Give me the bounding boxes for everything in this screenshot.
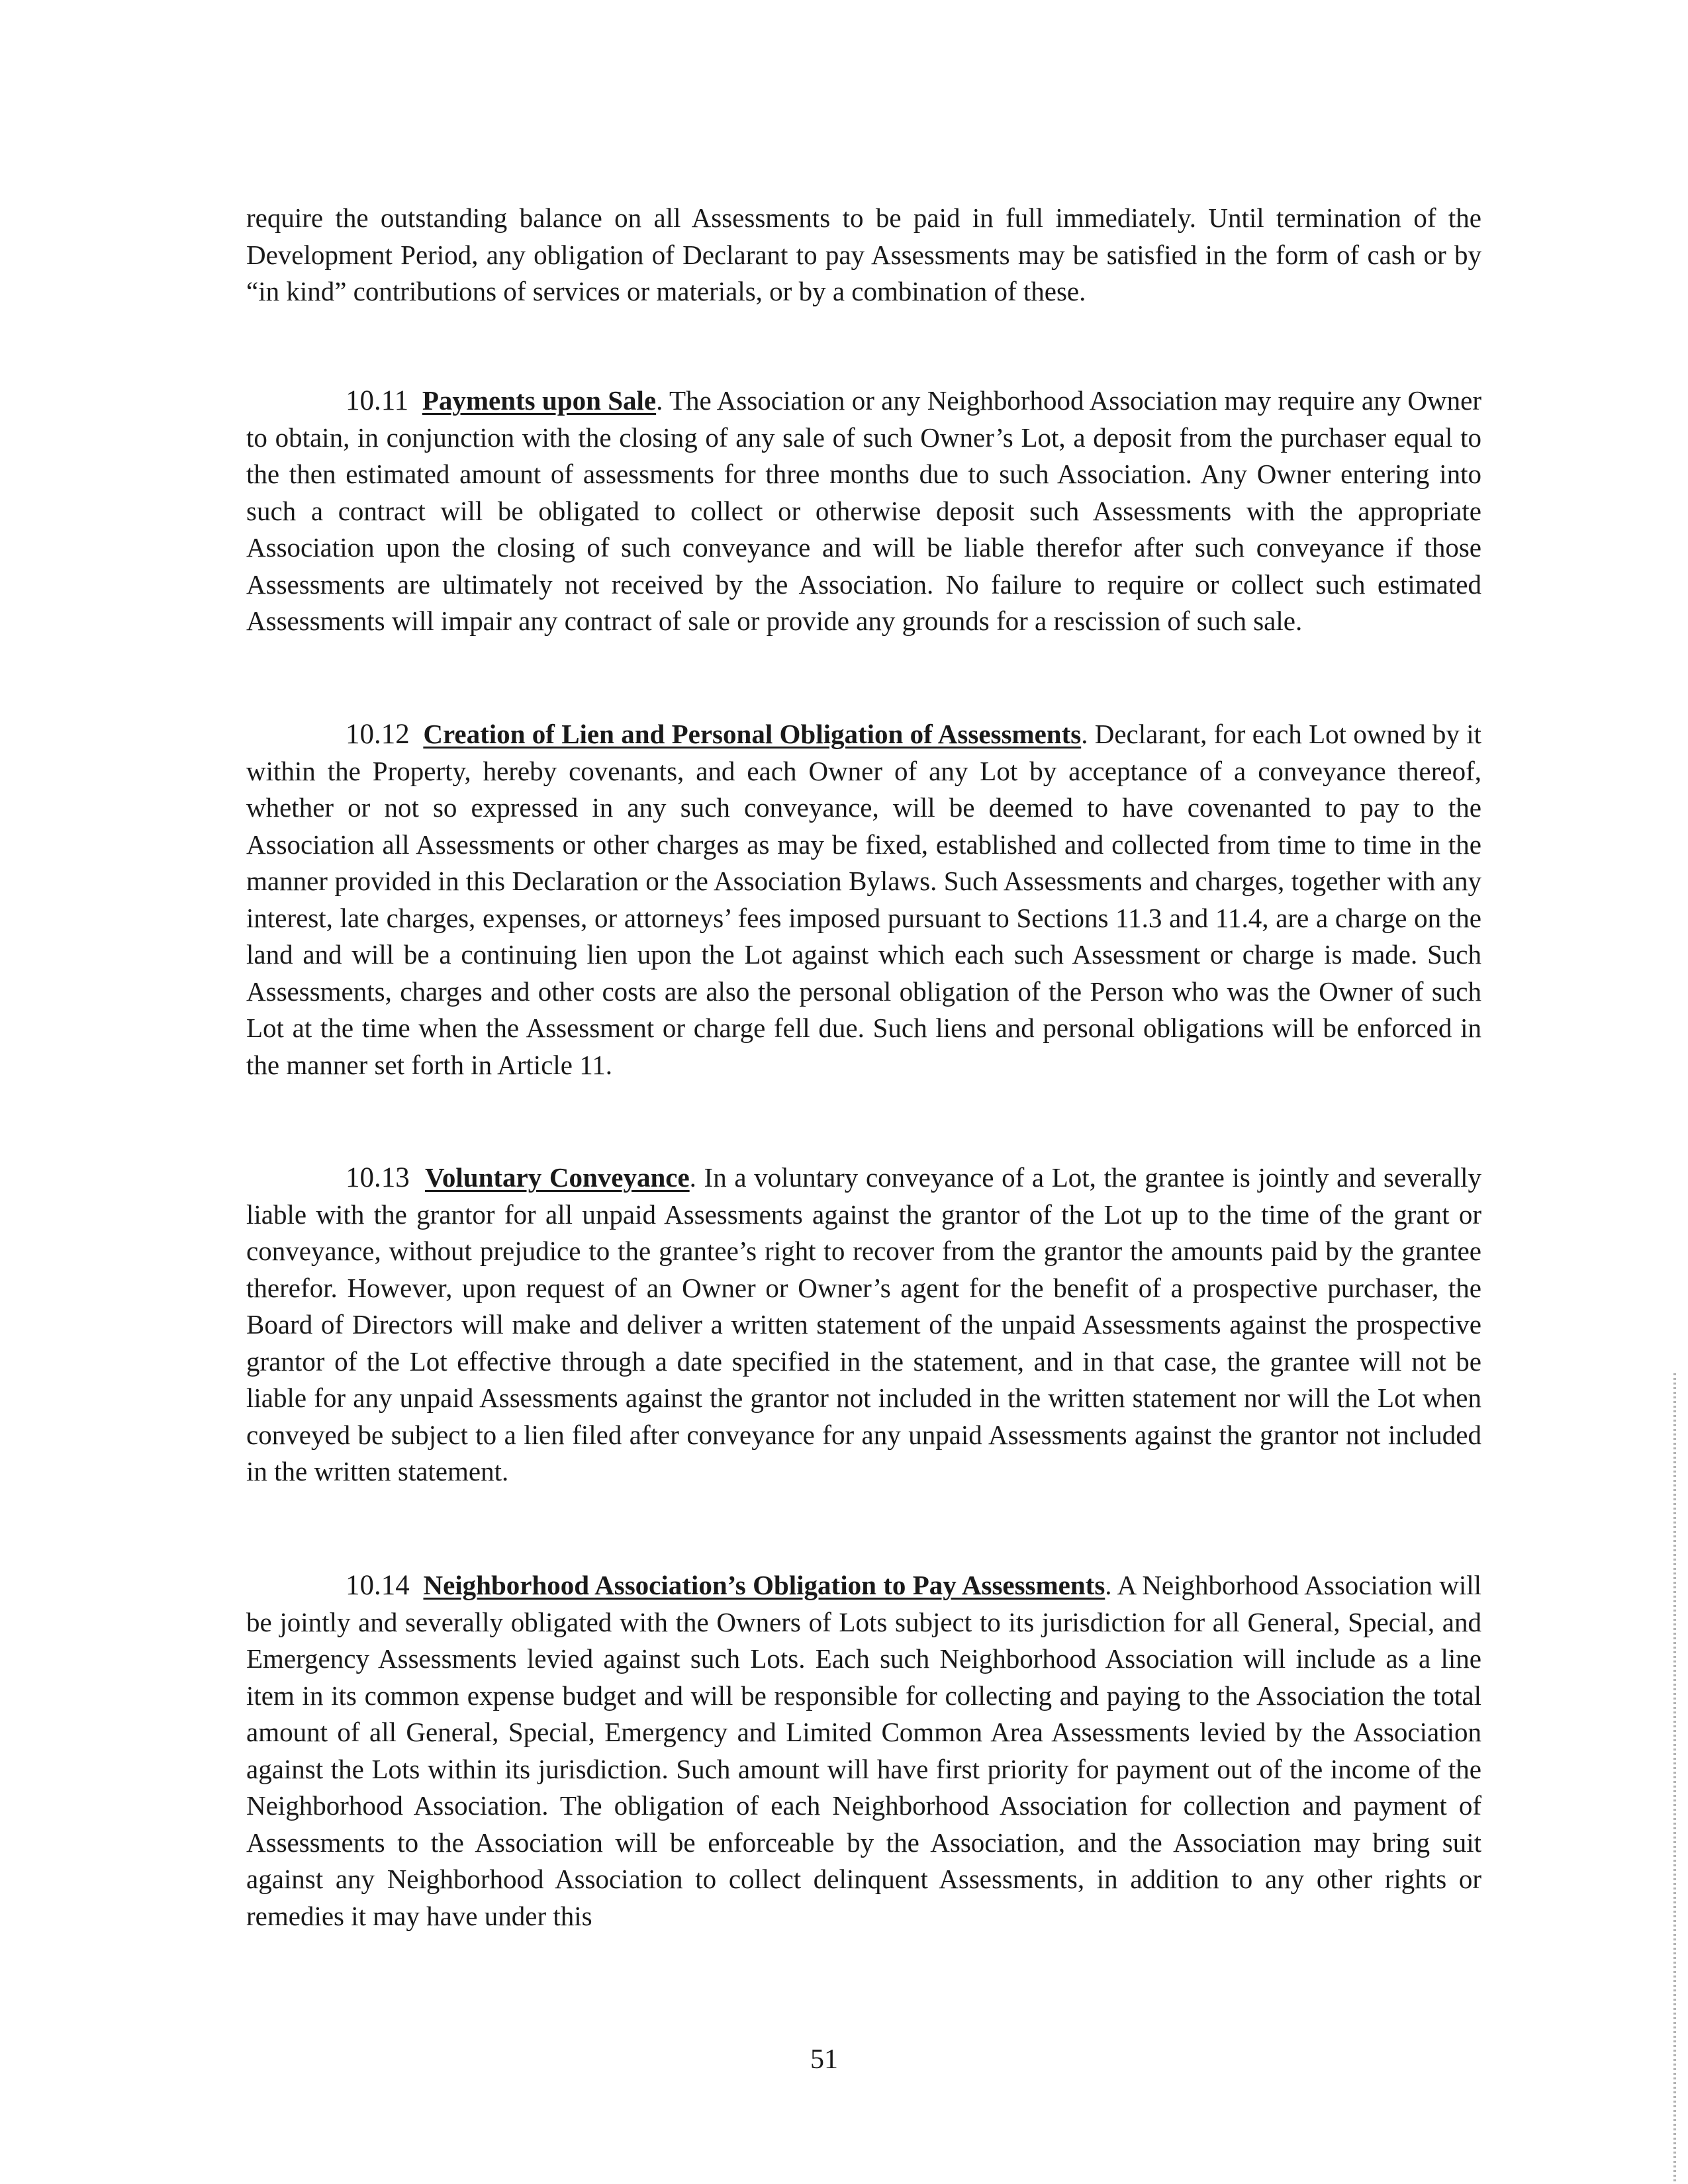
section-number: 10.14 (346, 1570, 410, 1601)
section-10-11-paragraph (246, 383, 1481, 640)
section-body: . The Association or any Neighborhood Association may require any Owner to obtain, in conjunction with the closing of any sale of such Owner’s Lot, a deposit from the purchaser equal to the then estimated amount of assessments for three months due to such Association. Any Owner entering into such a contract will be obligated to collect or otherwise deposit such Assessments with the appropriate Association upon the closing of such conveyance and will be liable therefor after such conveyance if those Assessments are ultimately not received by the Association. No failure to require or collect such estimated Assessments will impair any contract of sale or provide any grounds for a rescission of such sale. (246, 385, 1482, 636)
number-title-gap (410, 1162, 425, 1193)
section-10-12-paragraph (246, 716, 1481, 1083)
section-body: . In a voluntary conveyance of a Lot, the grantee is jointly and severally liable with the grantor for all unpaid Assessments against the grantor of the Lot up to the time of the grant or conveyance, without prejudice to the grantee’s right to recover from the grantor the amounts paid by the grantee therefor. However, upon request of an Owner or Owner’s agent for the benefit of a prospective purchaser, the Board of Directors will make and deliver a written statement of the unpaid Assessments against the prospective grantor of the Lot effective through a date specified in the statement, and in that case, the grantee will not be liable for any unpaid Assessments against the grantor not included in the written statement nor will the Lot when conveyed be subject to a lien filed after conveyance for any unpaid Assessments against the grantor not included in the written statement. (246, 1162, 1482, 1486)
section-title: Neighborhood Association’s Obligation to Pay Assessments (423, 1570, 1105, 1600)
section-body: . A Neighborhood Association will be jointly and severally obligated with the Owners of Lots subject to its jurisdiction for all General, Special, and Emergency Assessments levied against such Lots. Each such Neighborhood Association will include as a line item in its common expense budget and will be responsible for collecting and paying to the Association the total amount of all General, Special, Emergency and Limited Common Area Assessments levied by the Association against the Lots within its jurisdiction. Such amount will have first priority for payment out of the income of the Neighborhood Association. The obligation of each Neighborhood Association for collection and payment of Assessments to the Association will be enforceable by the Association, and the Association may bring suit against any Neighborhood Association to collect delinquent Assessments, in addition to any other rights or remedies it may have under this (246, 1570, 1481, 1931)
number-title-gap (408, 385, 422, 416)
section-title: Voluntary Conveyance (425, 1162, 690, 1193)
section-10-13-paragraph (246, 1160, 1481, 1490)
number-title-gap (410, 719, 424, 749)
section-title: Payments upon Sale (422, 385, 657, 416)
section-number: 10.12 (346, 719, 410, 750)
section-number: 10.13 (346, 1162, 410, 1193)
section-number: 10.11 (346, 385, 409, 416)
continuation-paragraph: require the outstanding balance on all Assessments to be paid in full immediately. Until termination of the Development Period, any obligation of Declarant to pay Assessments may be satisfied in the form of cash or by “in kind” contributions of services or materials, or by a combination of these. (246, 203, 1481, 306)
section-10-14-paragraph (246, 1567, 1481, 1934)
scan-edge-artifact (1673, 1373, 1676, 2184)
section-title: Creation of Lien and Personal Obligation of Assessments (423, 719, 1082, 749)
section-body: . Declarant, for each Lot owned by it within the Property, hereby covenants, and each Owner of any Lot by acceptance of a conveyance thereof, whether or not so expressed in any such conveyance, will be deemed to have covenanted to pay to the Association all Assessments or other charges as may be fixed, established and collected from time to time in the manner provided in this Declaration or the Association Bylaws. Such Assessments and charges, together with any interest, late charges, expenses, or attorneys’ fees imposed pursuant to Sections 11.3 and 11.4, are a charge on the land and will be a continuing lien upon the Lot against which each such Assessment or charge is made. Such Assessments, charges and other costs are also the personal obligation of the Person who was the Owner of such Lot at the time when the Assessment or charge fell due. Such liens and personal obligations will be enforced in the manner set forth in Article 11. (246, 719, 1481, 1080)
page-number: 51 (810, 2044, 838, 2075)
number-title-gap (410, 1570, 424, 1600)
